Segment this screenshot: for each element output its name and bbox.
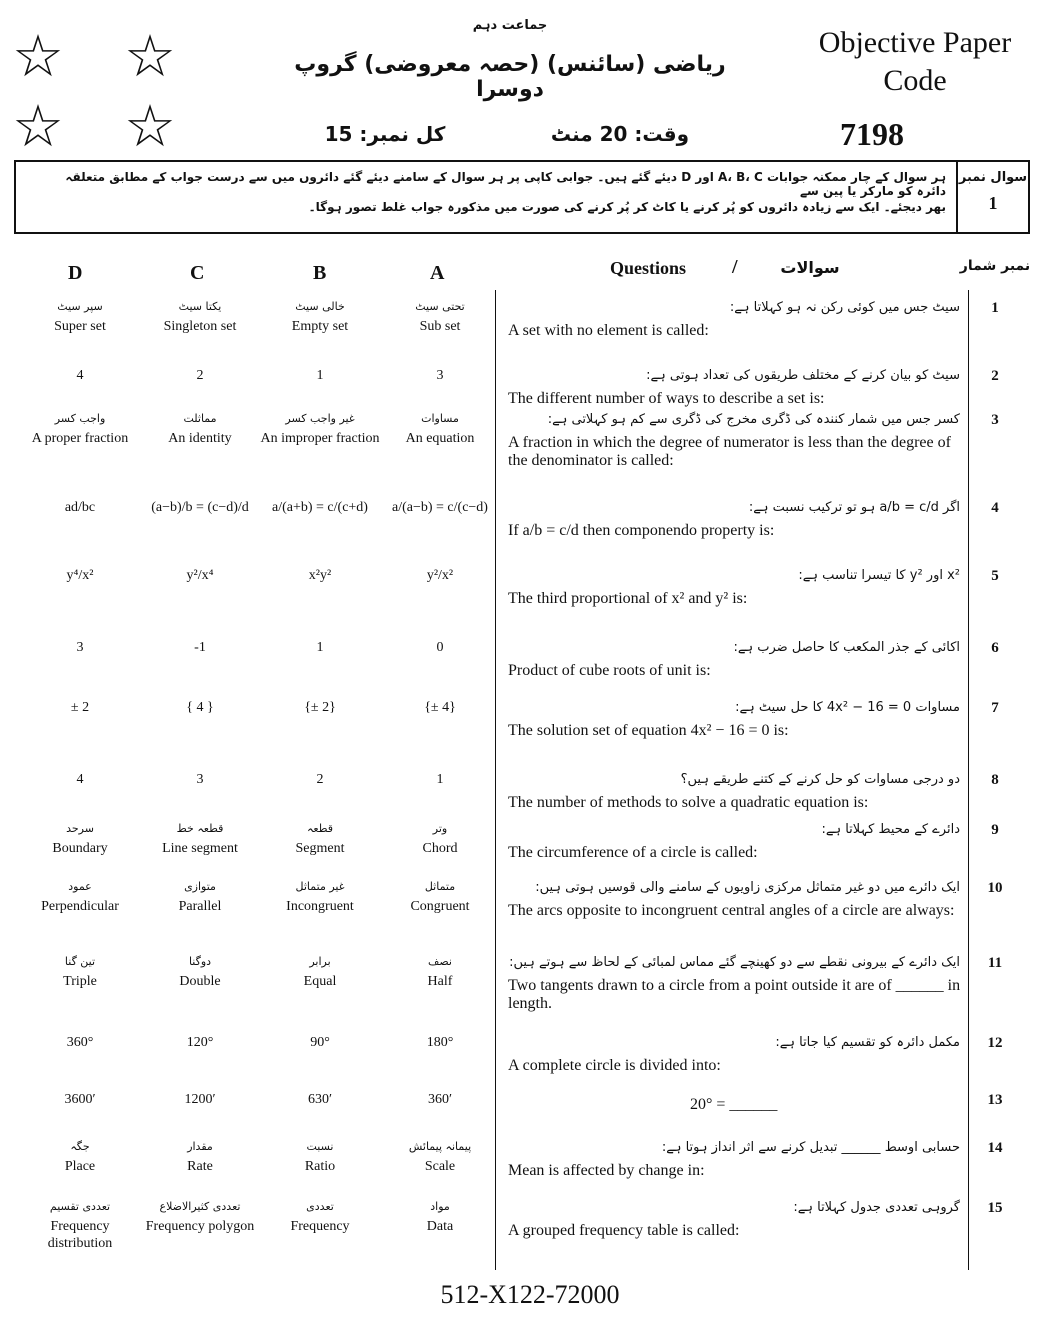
option-d: [20, 822, 140, 858]
question-text-english: A complete circle is divided into:: [508, 1057, 721, 1074]
question-text-english: A fraction in which the degree of numerator is less than the degree of the denominator is called:: [508, 434, 951, 470]
column-divider: [968, 290, 969, 1270]
option-d-urdu: سرحد: [66, 822, 94, 835]
option-a-text: a/(a−b) = c/(c−d): [392, 500, 488, 515]
question-number: 13: [987, 1092, 1003, 1108]
option-c: [140, 500, 260, 517]
questions-header-slash: /: [732, 256, 738, 278]
option-b-urdu: غیر متماثل: [295, 880, 345, 893]
option-b-text: {± 2}: [304, 700, 336, 715]
option-b-text: Ratio: [304, 1159, 336, 1175]
star-icon: ☆: [124, 24, 176, 89]
footer-code: 512-X122-72000: [440, 1280, 620, 1309]
question-text-urdu: مساوات 4x² − 16 = 0 کا حل سیٹ ہے:: [735, 700, 960, 715]
option-c: [140, 1200, 260, 1236]
question-text-urdu: حسابی اوسط ______ تبدیل کرنے سے اثر انداز ہوتا ہے:: [661, 1140, 960, 1155]
option-b-urdu: برابر: [309, 955, 331, 968]
option-a-text: Sub set: [419, 319, 461, 335]
option-d: [20, 1035, 140, 1052]
question-text-urdu: سیٹ جس میں کوئی رکن نہ ہو کہلاتا ہے:: [729, 300, 960, 315]
option-a: [380, 700, 500, 717]
option-c-text: 1200′: [184, 1092, 216, 1107]
option-b: [260, 822, 380, 858]
option-b-text: 630′: [307, 1092, 333, 1107]
option-a: [380, 412, 500, 448]
option-a-text: 360′: [427, 1092, 453, 1107]
question-text-urdu: گروہی تعددی جدول کہلاتا ہے:: [793, 1200, 960, 1215]
option-b: [260, 568, 380, 585]
question-number: 11: [987, 955, 1003, 971]
question-number: 5: [991, 568, 999, 584]
option-b-text: Empty set: [291, 319, 349, 335]
option-c: [140, 955, 260, 991]
option-a-urdu: نصف: [428, 955, 452, 968]
option-c-text: Parallel: [178, 899, 222, 915]
option-c: [140, 822, 260, 858]
option-c-text: 2: [196, 368, 204, 383]
option-d-text: Place: [64, 1159, 96, 1175]
question-text-urdu: سیٹ کو بیان کرنے کے مختلف طریقوں کی تعداد ہوتی ہے:: [646, 368, 960, 383]
option-a: [380, 955, 500, 991]
instructions-box: [14, 160, 1030, 234]
option-d: [20, 300, 140, 336]
option-b-text: a/(a+b) = c/(c+d): [272, 500, 368, 515]
option-c-text: Rate: [187, 1159, 213, 1175]
option-c-text: 3: [196, 772, 204, 787]
option-b-text: Frequency: [290, 1219, 350, 1235]
option-c-text: { 4 }: [186, 700, 214, 715]
question-text-english: The third proportional of x² and y² is:: [508, 590, 748, 607]
option-d: [20, 880, 140, 916]
option-d: [20, 1200, 140, 1253]
paper-code: 7198: [840, 116, 904, 152]
option-a: [380, 568, 500, 585]
option-c-text: y²/x⁴: [186, 568, 214, 583]
option-b: [260, 1140, 380, 1176]
option-a: [380, 1140, 500, 1176]
paper-title-line2: Code: [883, 63, 947, 97]
option-b: [260, 500, 380, 517]
questions-header-ur: سوالات: [780, 258, 840, 277]
option-d: [20, 955, 140, 991]
time-label: وقت: 20 منٹ: [550, 122, 690, 146]
star-icon: ☆: [12, 24, 64, 89]
option-a-text: Data: [426, 1219, 454, 1235]
option-d-text: Perpendicular: [41, 899, 119, 915]
option-d-text: A proper fraction: [31, 431, 129, 447]
option-a-urdu: پیمانہ پیمائش: [408, 1140, 472, 1153]
option-d-urdu: تین گنا: [64, 955, 96, 968]
option-c: [140, 368, 260, 385]
option-c: [140, 640, 260, 657]
option-b: [260, 640, 380, 657]
question-number: 6: [991, 640, 999, 656]
question-text-urdu: ایک دائرے کے بیرونی نقطے سے دو کھینچے گئے مماس لمبائی کے لحاظ سے ہوتے ہیں:: [509, 955, 960, 970]
option-c-text: An identity: [168, 431, 232, 447]
question-text-english: Mean is affected by change in:: [508, 1162, 705, 1179]
option-b: [260, 955, 380, 991]
option-d-urdu: تعددی تقسیم: [49, 1200, 111, 1213]
q-label-cell: [956, 162, 1028, 232]
question-text-urdu: اگر a/b = c/d ہو تو ترکیب نسبت ہے:: [748, 500, 960, 515]
option-a: [380, 500, 500, 517]
question-text-english: A grouped frequency table is called:: [508, 1222, 740, 1239]
col-header-a: A: [430, 262, 445, 284]
option-a-urdu: مواد: [430, 1200, 450, 1213]
option-b: [260, 1092, 380, 1109]
paper-title-line1: Objective Paper: [818, 26, 1012, 59]
option-b: [260, 412, 380, 448]
option-c: [140, 300, 260, 336]
question-number: 7: [991, 700, 999, 716]
option-b-urdu: غیر واجب کسر: [285, 412, 355, 425]
option-a: [380, 880, 500, 916]
option-c: [140, 880, 260, 916]
option-d-text: ± 2: [70, 700, 90, 715]
option-a: [380, 772, 500, 789]
option-c: [140, 1035, 260, 1052]
option-c: [140, 700, 260, 717]
option-d-text: Frequency distribution: [47, 1219, 113, 1251]
option-a: [380, 1035, 500, 1052]
question-number: 8: [991, 772, 999, 788]
option-a-text: Congruent: [410, 899, 470, 915]
option-d: [20, 568, 140, 585]
question-text-english: The arcs opposite to incongruent central angles of a circle are always:: [508, 902, 955, 919]
option-d-text: 3600′: [64, 1092, 96, 1107]
option-c-urdu: قطعہ خط: [176, 822, 224, 835]
option-b-text: x²y²: [308, 568, 332, 583]
option-a-text: Chord: [422, 841, 458, 857]
option-a: [380, 822, 500, 858]
option-a: [380, 368, 500, 385]
option-d-text: 4: [76, 368, 84, 383]
option-a-urdu: تحتی سیٹ: [415, 300, 465, 313]
option-d-text: y⁴/x²: [66, 568, 94, 583]
question-number: 10: [987, 880, 1003, 896]
option-d: [20, 1140, 140, 1176]
option-c: [140, 1140, 260, 1176]
option-c: [140, 772, 260, 789]
option-d: [20, 772, 140, 789]
option-c: [140, 568, 260, 585]
option-c-urdu: مماثلت: [183, 412, 217, 425]
question-text-english: The different number of ways to describe a set is:: [508, 390, 825, 407]
question-text-english: A set with no element is called:: [508, 322, 709, 339]
option-c-urdu: متوازی: [184, 880, 216, 893]
instructions-line2: بھر دیجئے۔ ایک سے زیادہ دائروں کو پُر کرنے یا کاٹ کر پُر کرنے کی صورت میں مذکورہ جواب غلط تصور ہوگا۔: [308, 200, 946, 214]
option-a-text: An equation: [405, 431, 475, 447]
q-number: 1: [988, 193, 998, 213]
question-number: 4: [991, 500, 999, 516]
option-a-urdu: متماثل: [424, 880, 456, 893]
question-number: 2: [991, 368, 999, 384]
question-text-urdu: دو درجی مساوات کو حل کرنے کے کتنے طریقے ہیں؟: [680, 772, 960, 787]
option-a: [380, 1092, 500, 1109]
option-a: [380, 300, 500, 336]
option-a-text: Scale: [424, 1159, 456, 1175]
option-a-text: 0: [436, 640, 444, 655]
option-a-text: 180°: [426, 1035, 454, 1050]
option-d: [20, 500, 140, 517]
option-d-text: 360°: [66, 1035, 94, 1050]
option-c-text: Singleton set: [163, 319, 237, 335]
option-c-urdu: یکتا سیٹ: [178, 300, 222, 313]
option-c-text: Line segment: [162, 841, 238, 857]
option-d-text: Super set: [54, 319, 106, 335]
option-b-text: An improper fraction: [260, 431, 380, 447]
option-a-text: y²/x²: [426, 568, 454, 583]
option-d-urdu: واجب کسر: [54, 412, 106, 425]
instructions-line1: ہر سوال کے چار ممکنہ جوابات A، B، C اور D دیئے گئے ہیں۔ جوابی کاپی پر ہر سوال کے سامنے دیئے گئے دائروں میں سے درست جواب کے مطابق متعلقہ دائرہ کو مارکر یا پین سے: [65, 170, 946, 198]
option-b: [260, 1035, 380, 1052]
question-text-english: If a/b = c/d then componendo property is:: [508, 522, 775, 539]
col-header-c: C: [190, 262, 205, 284]
question-text-english: The number of methods to solve a quadratic equation is:: [508, 794, 869, 811]
star-icon: ☆: [124, 94, 176, 159]
class-label: جماعت دہم: [472, 18, 548, 33]
question-text-urdu: اکائی کے جذر المکعب کا حاصل ضرب ہے:: [733, 640, 960, 655]
option-a-urdu: وتر: [432, 822, 448, 835]
option-a-text: 1: [436, 772, 444, 787]
option-a-text: Half: [427, 974, 453, 990]
question-number: 14: [987, 1140, 1003, 1156]
option-d-text: Boundary: [52, 841, 108, 857]
option-d-text: 4: [76, 772, 84, 787]
question-text-english: Two tangents drawn to a circle from a point outside it are of ______ in length.: [508, 977, 961, 1013]
question-text-urdu: x² اور y² کا تیسرا تناسب ہے:: [798, 568, 960, 583]
option-d-urdu: جگہ: [70, 1140, 90, 1153]
option-c-text: Frequency polygon: [145, 1219, 255, 1235]
questions-header-en: Questions: [610, 258, 687, 278]
option-b-urdu: قطعہ: [306, 822, 334, 835]
option-d: [20, 640, 140, 657]
option-d-text: Triple: [63, 974, 97, 990]
question-text-urdu: ایک دائرے میں دو غیر متماثل مرکزی زاویوں کے سامنے والی قوسیں ہوتی ہیں:: [535, 880, 960, 895]
option-b-urdu: خالی سیٹ: [295, 300, 345, 313]
question-text-urdu: مکمل دائرہ کو تقسیم کیا جاتا ہے:: [775, 1035, 960, 1050]
option-c-text: (a−b)/b = (c−d)/d: [151, 500, 249, 515]
option-a: [380, 640, 500, 657]
question-number: 1: [991, 300, 999, 316]
option-b-urdu: تعددی: [306, 1200, 334, 1213]
option-b: [260, 880, 380, 916]
question-text-english: Product of cube roots of unit is:: [508, 662, 711, 679]
option-b-text: Segment: [295, 841, 345, 857]
option-b: [260, 368, 380, 385]
option-b-text: Incongruent: [286, 899, 354, 915]
option-b: [260, 1200, 380, 1236]
option-d: [20, 1092, 140, 1109]
question-text-urdu: کسر جس میں شمار کنندہ کی ڈگری مخرج کی ڈگری سے کم ہو کہلاتی ہے:: [547, 412, 960, 427]
option-b: [260, 300, 380, 336]
option-c-urdu: مقدار: [187, 1140, 213, 1153]
question-text-english: The solution set of equation 4x² − 16 = 0 is:: [508, 722, 789, 739]
question-text-urdu: دائرے کے محیط کہلاتا ہے:: [821, 822, 960, 837]
option-c-text: 120°: [186, 1035, 214, 1050]
col-header-b: B: [313, 262, 327, 284]
question-text-english: 20° = ______: [690, 1096, 778, 1113]
option-a-text: {± 4}: [424, 700, 456, 715]
paper-title: [790, 24, 1040, 99]
option-b-text: 2: [316, 772, 324, 787]
col-header-d: D: [68, 262, 83, 284]
option-d-text: ad/bc: [64, 500, 96, 515]
option-a: [380, 1200, 500, 1236]
option-d-text: 3: [76, 640, 84, 655]
number-header-ur: نمبر شمار: [959, 258, 1031, 274]
q-label: سوال نمبر: [958, 170, 1028, 185]
option-c-text: Double: [179, 974, 221, 990]
option-b-text: 90°: [310, 1035, 330, 1050]
option-b-text: 1: [316, 368, 324, 383]
option-b-urdu: نسبت: [306, 1140, 334, 1153]
subject-title: ریاضی (سائنس) (حصہ معروضی) گروپ دوسرا: [294, 52, 726, 102]
question-number: 9: [991, 822, 999, 838]
question-text-english: The circumference of a circle is called:: [508, 844, 758, 861]
option-c-urdu: تعددی کثیرالاضلاع: [159, 1200, 241, 1213]
option-b: [260, 772, 380, 789]
marks-label: کل نمبر: 15: [324, 122, 446, 146]
option-b-text: 1: [316, 640, 324, 655]
option-a-urdu: مساوات: [421, 412, 459, 425]
option-b: [260, 700, 380, 717]
question-number: 15: [987, 1200, 1003, 1216]
option-c: [140, 1092, 260, 1109]
option-d: [20, 700, 140, 717]
option-c: [140, 412, 260, 448]
option-b-text: Equal: [303, 974, 337, 990]
option-d: [20, 412, 140, 448]
option-c-urdu: دوگنا: [188, 955, 212, 968]
option-c-text: -1: [194, 640, 206, 655]
question-number: 3: [991, 412, 999, 428]
option-d-urdu: عمود: [68, 880, 92, 893]
star-icon: ☆: [12, 94, 64, 159]
option-d: [20, 368, 140, 385]
option-a-text: 3: [436, 368, 444, 383]
option-d-urdu: سپر سیٹ: [57, 300, 103, 313]
question-number: 12: [987, 1035, 1003, 1051]
